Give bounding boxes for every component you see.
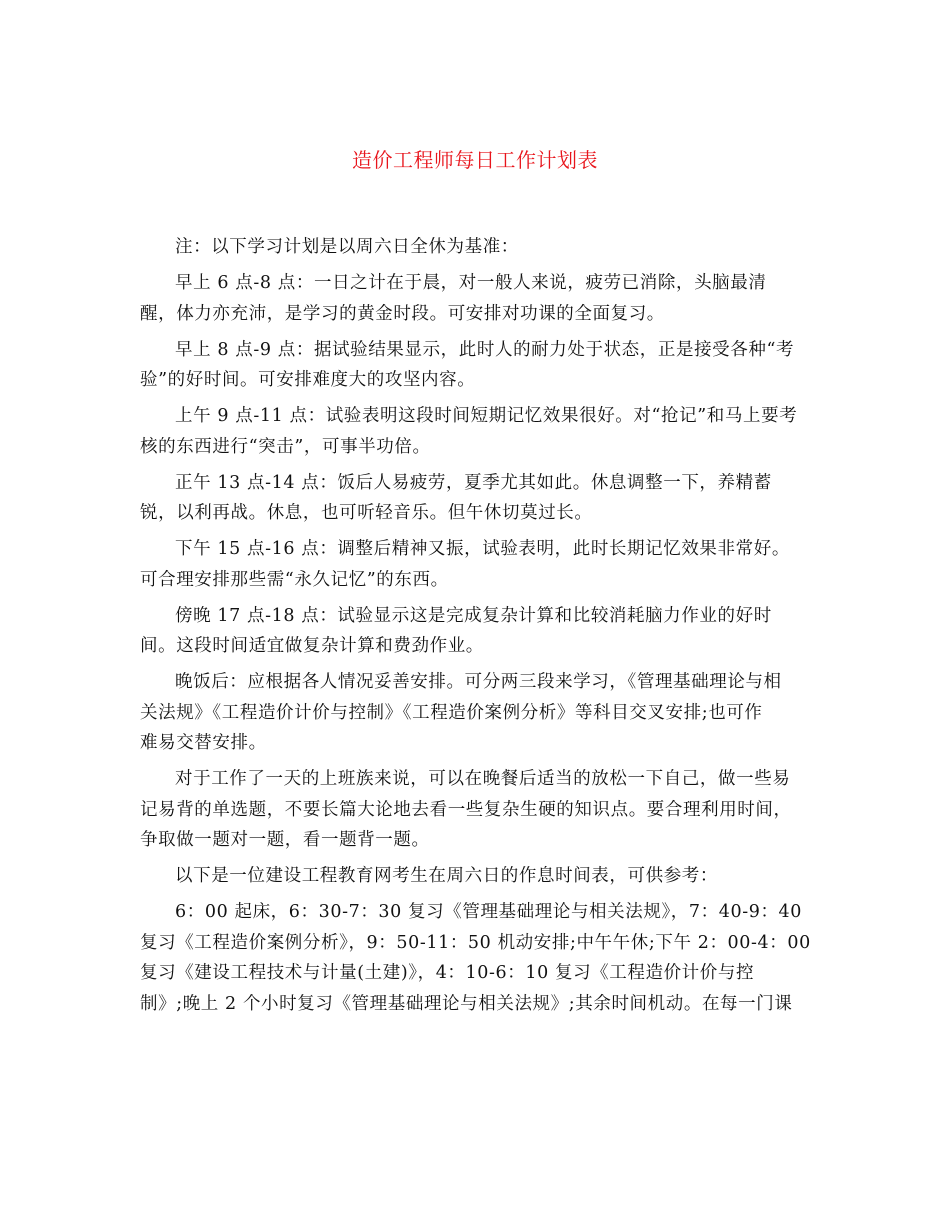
paragraph-line: 制》;晚上 2 个小时复习《管理基础理论与相关法规》;其余时间机动。在每一门课 (140, 993, 793, 1014)
paragraph-line: 傍晚 17 点-18 点：试验显示这是完成复杂计算和比较消耗脑力作业的好时 (175, 605, 772, 626)
paragraph-line: 6：00 起床，6：30-7：30 复习《管理基础理论与相关法规》，7：40-9：40 (175, 902, 803, 922)
paragraph-line: 上午 9 点-11 点：试验表明这段时间短期记忆效果很好。对“抢记”和马上要考 (175, 406, 798, 426)
paragraph-line: 难易交替安排。 (140, 733, 267, 753)
paragraph-line: 醒，体力亦充沛，是学习的黄金时段。可安排对功课的全面复习。 (140, 303, 665, 324)
paragraph-line: 晚饭后：应根据各人情况妥善安排。可分两三段来学习，《管理基础理论与相 (175, 672, 782, 692)
paragraph-line: 以下是一位建设工程教育网考生在周六日的作息时间表，可供参考： (175, 866, 718, 886)
paragraph-line: 验”的好时间。可安排难度大的攻坚内容。 (140, 370, 476, 390)
paragraph-line: 复习《建设工程技术与计量(土建)》，4：10-6：10 复习《工程造价计价与控 (140, 963, 755, 983)
paragraph (140, 232, 812, 263)
paragraph-line: 复习《工程造价案例分析》，9：50-11：50 机动安排;中午午休;下午 2：00-4：00 (140, 932, 811, 953)
paragraph (140, 468, 812, 529)
paragraph (140, 534, 812, 595)
paragraph (140, 861, 812, 892)
paragraph (140, 897, 812, 1019)
paragraph-line: 正午 13 点-14 点：饭后人易疲劳，夏季尤其如此。休息调整一下，养精蓄 (175, 472, 772, 493)
paragraph-line: 早上 8 点-9 点：据试验结果显示，此时人的耐力处于状态，正是接受各种“考 (175, 339, 795, 360)
paragraph (140, 335, 812, 396)
paragraph-line: 可合理安排那些需“永久记忆”的东西。 (140, 569, 449, 590)
document-title: 造价工程师每日工作计划表 (352, 148, 598, 172)
paragraph-line: 间。这段时间适宜做复杂计算和费劲作业。 (140, 636, 484, 656)
paragraph-line: 锐，以利再战。休息，也可听轻音乐。但午休切莫过长。 (140, 503, 593, 523)
paragraph-line: 核的东西进行“突击”，可事半功倍。 (140, 436, 431, 457)
paragraph-line: 争取做一题对一题，看一题背一题。 (140, 830, 430, 850)
paragraph-line: 注：以下学习计划是以周六日全休为基准： (175, 237, 519, 257)
paragraph-line: 下午 15 点-16 点：调整后精神又振，试验表明，此时长期记忆效果非常好。 (175, 539, 790, 559)
paragraph-line: 早上 6 点-8 点：一日之计在于晨，对一般人来说，疲劳已消除，头脑最清 (175, 273, 767, 293)
paragraph (140, 667, 812, 759)
paragraph-line: 记易背的单选题，不要长篇大论地去看一些复杂生硬的知识点。要合理利用时间， (140, 799, 792, 820)
paragraph (140, 401, 812, 462)
paragraph-line: 关法规》《工程造价计价与控制》《工程造价案例分析》等科目交叉安排;也可作 (140, 702, 763, 723)
paragraph-line: 对于工作了一天的上班族来说，可以在晚餐后适当的放松一下自己，做一些易 (175, 769, 791, 789)
paragraph (140, 601, 812, 662)
document-body (140, 232, 812, 1025)
paragraph (140, 268, 812, 329)
paragraph (140, 764, 812, 856)
